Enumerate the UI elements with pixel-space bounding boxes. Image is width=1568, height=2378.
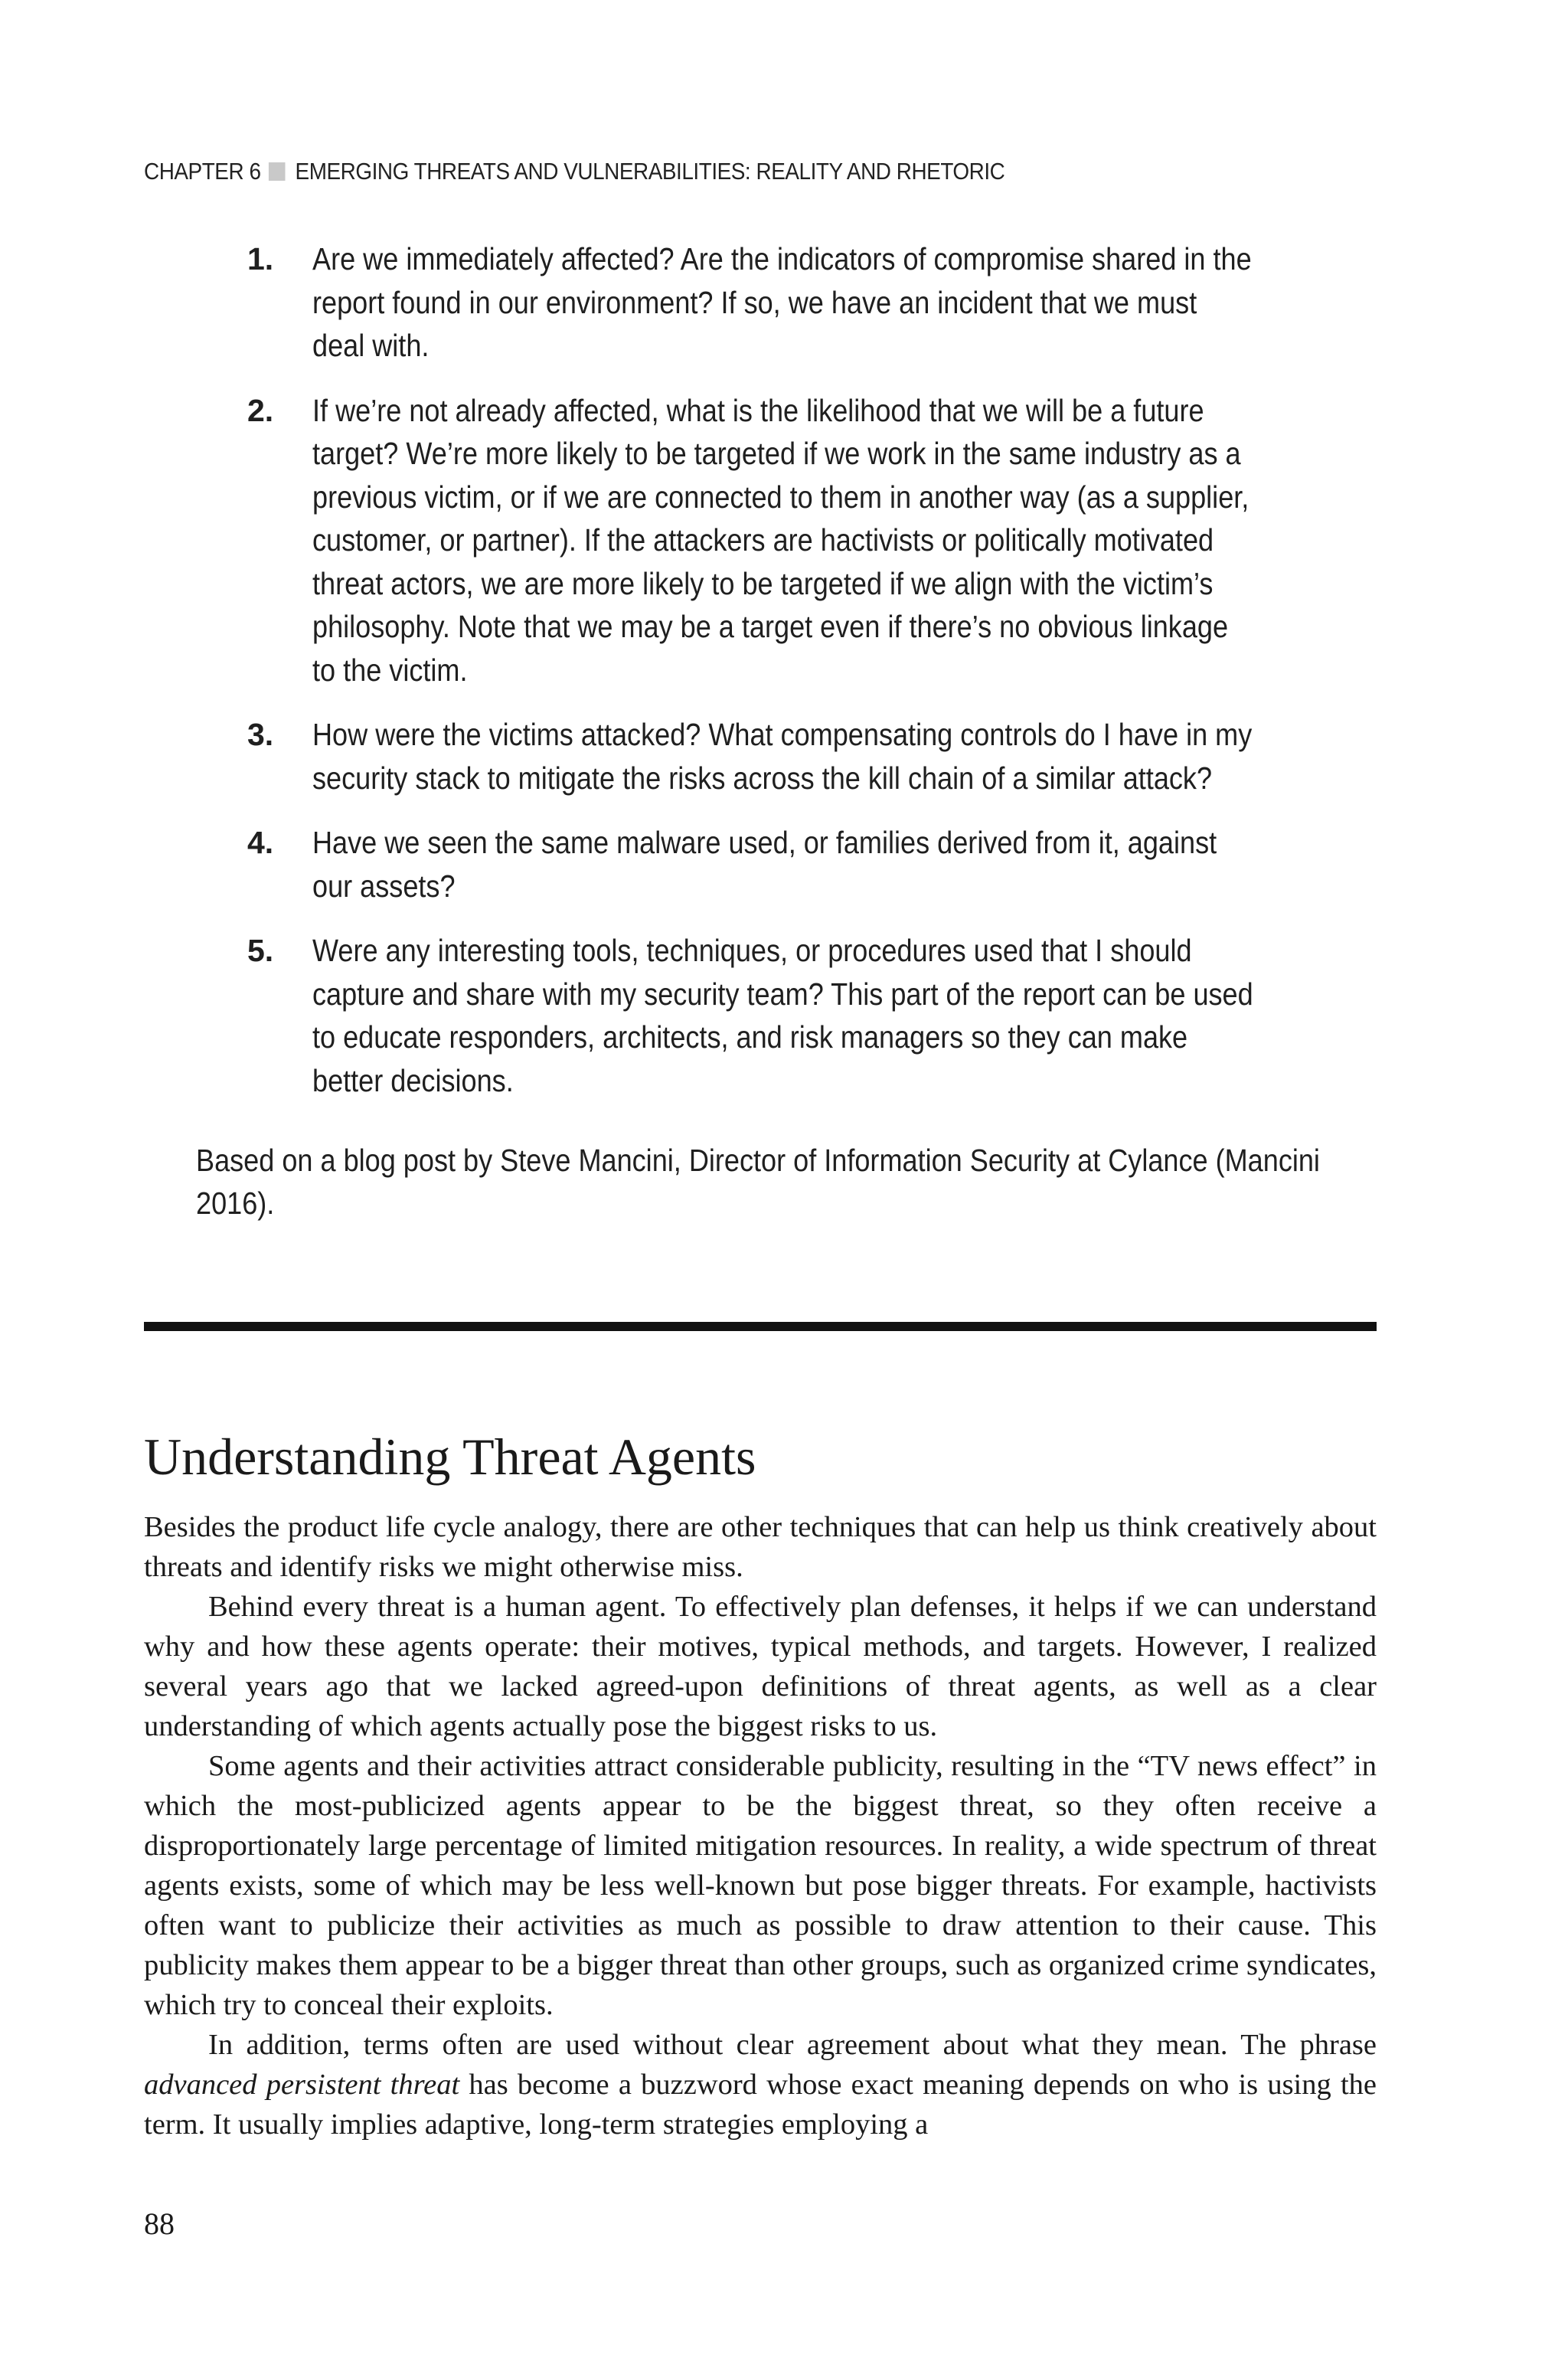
running-header	[144, 158, 1004, 185]
paragraph	[144, 2025, 1377, 2144]
list-item	[144, 821, 1292, 908]
list-item	[144, 237, 1292, 368]
sidebar-numbered-list	[144, 237, 1377, 1102]
list-item-number: 1.	[247, 241, 274, 276]
list-item-text: How were the victims attacked? What compensating controls do I have in my security stack to mitigate the risks across the kill chain of a similar attack?	[312, 717, 1253, 796]
list-item	[144, 389, 1292, 692]
paragraph: Behind every threat is a human agent. To effectively plan defenses, it helps if we can understand why and how these agents operate: their motives, typical methods, and targets. However, I realized several years ago that we lacked agreed-upon definitions of threat agents, as well as a clear understanding of which agents actually pose the biggest risks to us.	[144, 1591, 1377, 1742]
body-text	[144, 1507, 1377, 2144]
list-item-text: Have we seen the same malware used, or families derived from it, against our assets?	[312, 825, 1217, 904]
header-separator-square	[269, 162, 286, 181]
list-item-text: Were any interesting tools, techniques, or procedures used that I should capture and share with my security team? This part of the report can be used to educate responders, architects, and risk managers so they can make better decisions.	[312, 933, 1253, 1098]
list-item-text: Are we immediately affected? Are the indicators of compromise shared in the report found in our environment? If so, we have an incident that we must deal with.	[312, 241, 1252, 363]
chapter-title: EMERGING THREATS AND VULNERABILITIES: REALITY AND RHETORIC	[295, 158, 1005, 185]
list-item-number: 5.	[247, 933, 274, 968]
sidebar-bottom-rule	[144, 1322, 1377, 1331]
sidebar-box	[144, 237, 1377, 1225]
list-item	[144, 713, 1292, 800]
paragraph-text: has become a buzzword whose exact meaning depends on who is using the term. It usually implies adaptive, long-term strategies employing a	[144, 2069, 1377, 2141]
list-item-text: If we’re not already affected, what is the likelihood that we will be a future target? We’re more likely to be targeted if we work in the same industry as a previous victim, or if we are connected to them in another way (as a supplier, customer, or partner). If the attackers are hactivists or politically motivated threat actors, we are more likely to be targeted if we align with the victim’s philosophy. Note that we may be a target even if there’s no obvious linkage to the victim.	[312, 392, 1250, 688]
list-item-number: 3.	[247, 717, 274, 752]
section-heading: Understanding Threat Agents	[144, 1428, 756, 1486]
paragraph-text: In addition, terms often are used without clear agreement about what they mean. The phrase	[208, 2029, 1377, 2061]
chapter-label: CHAPTER 6	[144, 158, 261, 185]
sidebar-source-note: Based on a blog post by Steve Mancini, Director of Information Security at Cylance (Mancini 2016).	[196, 1143, 1320, 1221]
emphasized-term: advanced persistent threat	[144, 2069, 460, 2101]
paragraph: Besides the product life cycle analogy, there are other techniques that can help us think creatively about threats and identify risks we might otherwise miss.	[144, 1511, 1377, 1583]
page-number: 88	[144, 2206, 175, 2241]
list-item	[144, 929, 1292, 1102]
paragraph: Some agents and their activities attract considerable publicity, resulting in the “TV news effect” in which the most-publicized agents appear to be the biggest threat, so they often receive a disproportionately large percentage of limited mitigation resources. In reality, a wide spectrum of threat agents exists, some of which may be less well-known but pose bigger threats. For example, hactivists often want to publicize their activities as much as possible to draw attention to their cause. This publicity makes them appear to be a bigger threat than other groups, such as organized crime syndicates, which try to conceal their exploits.	[144, 1750, 1377, 2021]
list-item-number: 2.	[247, 392, 274, 428]
list-item-number: 4.	[247, 825, 274, 860]
